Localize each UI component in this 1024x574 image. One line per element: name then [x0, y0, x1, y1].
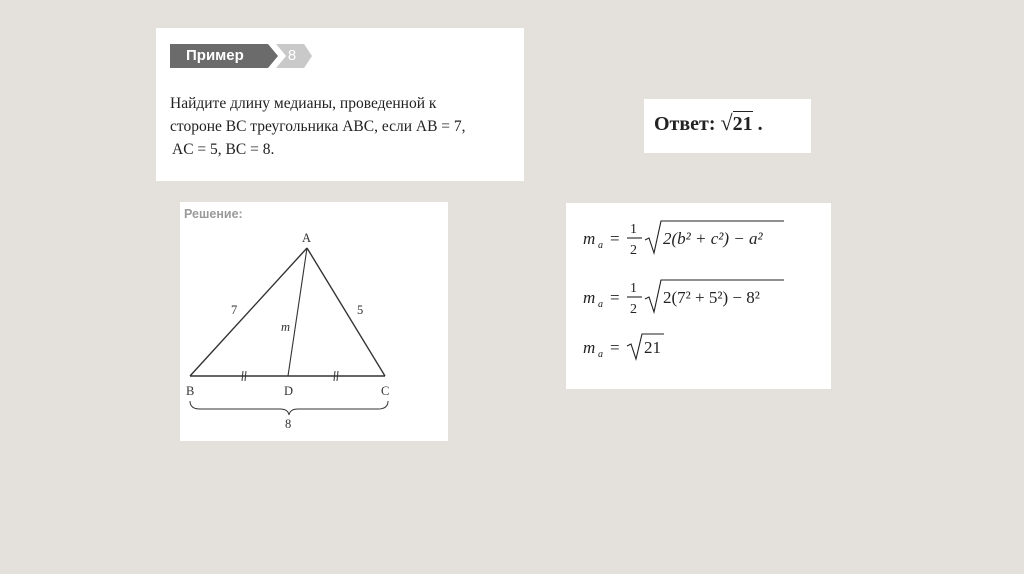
formula-2-radicand: 2(7² + 5²) − 8² [663, 288, 760, 307]
side-ac-length: 5 [357, 303, 364, 317]
point-d-label: D [284, 384, 294, 398]
formula-row-3 [583, 334, 664, 360]
formula-2-fraction-denominator: 2 [630, 302, 637, 317]
formula-1-lhs-subscript: a [598, 240, 603, 251]
base-brace [190, 401, 388, 415]
vertex-a-label: A [302, 231, 312, 245]
problem-text [170, 92, 515, 161]
triangle-diagram [180, 202, 448, 441]
side-ab-length: 7 [231, 303, 238, 317]
answer-label: Ответ: [654, 113, 716, 135]
tick-mark-dc-2 [337, 371, 338, 381]
answer-radical-sign: √ [720, 110, 733, 135]
formula-1-fraction-numerator: 1 [630, 222, 637, 237]
example-badge-label: Пример [170, 44, 268, 68]
answer-text [654, 110, 763, 136]
median-ad [288, 248, 307, 376]
formula-3-lhs-subscript: a [598, 349, 603, 360]
formula-3-lhs: m [583, 338, 596, 357]
formula-block [566, 203, 831, 389]
problem-line-2: стороне BC треугольника ABC, если AB = 7, [170, 118, 466, 135]
problem-card [156, 28, 524, 181]
formula-1-equals: = [610, 229, 620, 248]
formula-1-fraction-denominator: 2 [630, 243, 637, 258]
problem-line-3: AC = 5, BC = 8. [172, 141, 275, 158]
base-length-label: 8 [285, 417, 292, 431]
example-badge-number: 8 [287, 47, 297, 64]
side-ab [190, 248, 307, 376]
tick-mark-dc-1 [334, 371, 335, 381]
formula-row-1 [583, 221, 784, 258]
answer-radicand: 21 [732, 113, 753, 135]
vertex-c-label: C [381, 384, 390, 398]
solution-figure-card [180, 202, 448, 441]
answer-period: . [757, 113, 763, 135]
side-ac [307, 248, 385, 376]
formula-2-lhs-subscript: a [598, 299, 603, 310]
formulas-card [566, 203, 831, 389]
tick-mark-bd-1 [242, 371, 243, 381]
solution-label: Решение: [184, 207, 243, 221]
vertex-b-label: B [186, 384, 195, 398]
problem-line-1: Найдите длину медианы, проведенной к [170, 95, 437, 112]
formula-2-fraction-numerator: 1 [630, 281, 637, 296]
formula-2-equals: = [610, 288, 620, 307]
median-label: m [281, 320, 291, 334]
badge-arrow-shape [268, 44, 278, 68]
answer-card [644, 99, 811, 153]
formula-1-lhs: m [583, 229, 596, 248]
formula-3-radicand: 21 [644, 338, 661, 357]
tick-mark-bd-2 [245, 371, 246, 381]
formula-3-equals: = [610, 338, 620, 357]
formula-row-2 [583, 280, 784, 317]
formula-2-lhs: m [583, 288, 596, 307]
formula-1-radicand: 2(b² + c²) − a² [663, 229, 763, 248]
